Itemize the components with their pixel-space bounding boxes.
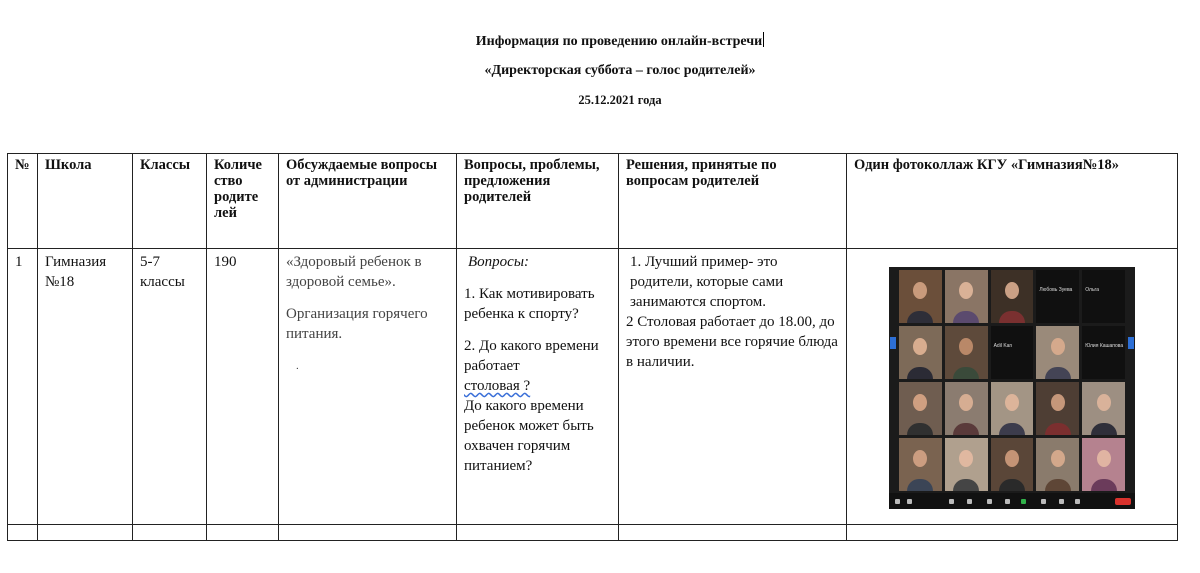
empty-cell <box>8 525 38 541</box>
participant-body <box>1091 423 1117 435</box>
cell-admin-topics <box>279 249 457 525</box>
participant-body <box>999 423 1025 435</box>
video-tile <box>899 326 942 379</box>
participant-body <box>1091 479 1117 491</box>
video-tile <box>1036 326 1079 379</box>
cell-decisions <box>619 249 847 525</box>
cell-photo <box>847 249 1178 525</box>
video-tile <box>945 382 988 435</box>
header-classes: Классы <box>133 154 207 249</box>
participant-face <box>1051 394 1065 411</box>
video-tile <box>945 270 988 323</box>
participant-body <box>1045 367 1071 379</box>
participant-body <box>907 423 933 435</box>
participant-face <box>1005 394 1019 411</box>
participant-face <box>959 282 973 299</box>
video-tile <box>1036 382 1079 435</box>
toolbar-icon <box>1021 499 1026 504</box>
video-tile <box>899 382 942 435</box>
questions-title: Вопросы: <box>468 254 529 270</box>
admin-topic-nutrition: Организация горячего питания. <box>286 306 428 342</box>
participant-body <box>953 311 979 323</box>
report-table <box>7 153 1178 541</box>
video-tile <box>1082 326 1125 379</box>
toolbar-icon <box>987 499 992 504</box>
zoom-photo-collage <box>889 267 1135 509</box>
video-tile <box>1082 270 1125 323</box>
prev-page-icon <box>890 337 896 349</box>
admin-dot: . <box>296 360 299 372</box>
question-canteen: 2. До какого времени работает столовая ? <box>464 338 599 394</box>
participant-face <box>913 338 927 355</box>
empty-cell <box>847 525 1178 541</box>
decision-canteen: 2 Столовая работает до 18.00, до этого времени все горячие блюда в наличии. <box>626 314 838 370</box>
toolbar-icon <box>1059 499 1064 504</box>
video-tile <box>991 382 1034 435</box>
participant-body <box>953 367 979 379</box>
header-parent-count: Количе ство родите лей <box>207 154 279 249</box>
participant-face <box>1005 450 1019 467</box>
participant-face <box>1005 282 1019 299</box>
header-school: Школа <box>38 154 133 249</box>
video-tile <box>1082 382 1125 435</box>
header-photo: Один фотоколлаж КГУ «Гимназия№18» <box>847 154 1178 249</box>
video-tile <box>1036 270 1079 323</box>
video-tile <box>899 270 942 323</box>
participant-face <box>913 394 927 411</box>
cell-school: Гимназия №18 <box>38 249 133 525</box>
cell-parent-count: 190 <box>207 249 279 525</box>
participant-name: Ольга <box>1085 287 1100 293</box>
video-tile <box>991 326 1034 379</box>
participant-body <box>907 367 933 379</box>
toolbar-icon <box>1041 499 1046 504</box>
empty-cell <box>279 525 457 541</box>
table-row-empty <box>8 525 1178 541</box>
toolbar-icon <box>1075 499 1080 504</box>
participant-body <box>907 479 933 491</box>
video-tile <box>1036 438 1079 491</box>
cell-parent-questions <box>457 249 619 525</box>
participant-name: Любовь Зуева <box>1039 287 1073 293</box>
decision-sport: 1. Лучший пример- это родители, которые сами занимаются спортом. <box>630 254 784 310</box>
cell-num: 1 <box>8 249 38 525</box>
admin-topic-health: «Здоровый ребенок в здоровой семье». <box>286 254 422 290</box>
table-header-row <box>8 154 1178 249</box>
toolbar-icon <box>895 499 900 504</box>
question-hot-meals: До какого времени ребенок может быть охвачен горячим питанием? <box>464 398 594 474</box>
empty-cell <box>133 525 207 541</box>
participant-body <box>907 311 933 323</box>
participant-face <box>1097 394 1111 411</box>
next-page-icon <box>1128 337 1134 349</box>
header-decisions: Решения, принятые по вопросам родителей <box>619 154 847 249</box>
participant-face <box>959 450 973 467</box>
video-tile <box>991 438 1034 491</box>
document-title: Информация по проведению онлайн-встречи <box>475 34 763 49</box>
empty-cell <box>207 525 279 541</box>
participant-name: Adil Kan <box>993 343 1013 349</box>
video-tile <box>899 438 942 491</box>
toolbar-icon <box>1005 499 1010 504</box>
participant-face <box>913 282 927 299</box>
question-sport: 1. Как мотивировать ребенка к спорту? <box>464 286 595 322</box>
header-admin-topics: Обсуждаемые вопросы от администрации <box>279 154 457 249</box>
video-tile <box>945 326 988 379</box>
empty-cell <box>38 525 133 541</box>
participant-face <box>959 338 973 355</box>
empty-cell <box>457 525 619 541</box>
document-subtitle: «Директорская суббота – голос родителей» <box>484 63 756 78</box>
video-tile <box>945 438 988 491</box>
participant-body <box>999 311 1025 323</box>
toolbar-icon <box>949 499 954 504</box>
video-tile <box>991 270 1034 323</box>
text-cursor <box>763 32 764 47</box>
cell-classes: 5-7 классы <box>133 249 207 525</box>
toolbar-icon <box>967 499 972 504</box>
zoom-toolbar <box>889 493 1135 509</box>
participant-body <box>999 479 1025 491</box>
participant-body <box>1045 479 1071 491</box>
participant-face <box>1097 450 1111 467</box>
document-date: 25.12.2021 года <box>578 93 662 107</box>
toolbar-icon <box>907 499 912 504</box>
video-grid <box>899 270 1125 491</box>
participant-face <box>913 450 927 467</box>
end-meeting-icon <box>1115 498 1131 505</box>
table-row <box>8 249 1178 525</box>
video-tile <box>1082 438 1125 491</box>
spellcheck-word: столовая ? <box>464 378 531 394</box>
participant-name: Юлия Кашапова <box>1085 343 1124 349</box>
participant-body <box>953 423 979 435</box>
empty-cell <box>619 525 847 541</box>
participant-body <box>953 479 979 491</box>
header-num: № <box>8 154 38 249</box>
participant-face <box>959 394 973 411</box>
participant-face <box>1051 338 1065 355</box>
header-parent-questions: Вопросы, проблемы, предложения родителей <box>457 154 619 249</box>
participant-face <box>1051 450 1065 467</box>
participant-body <box>1045 423 1071 435</box>
